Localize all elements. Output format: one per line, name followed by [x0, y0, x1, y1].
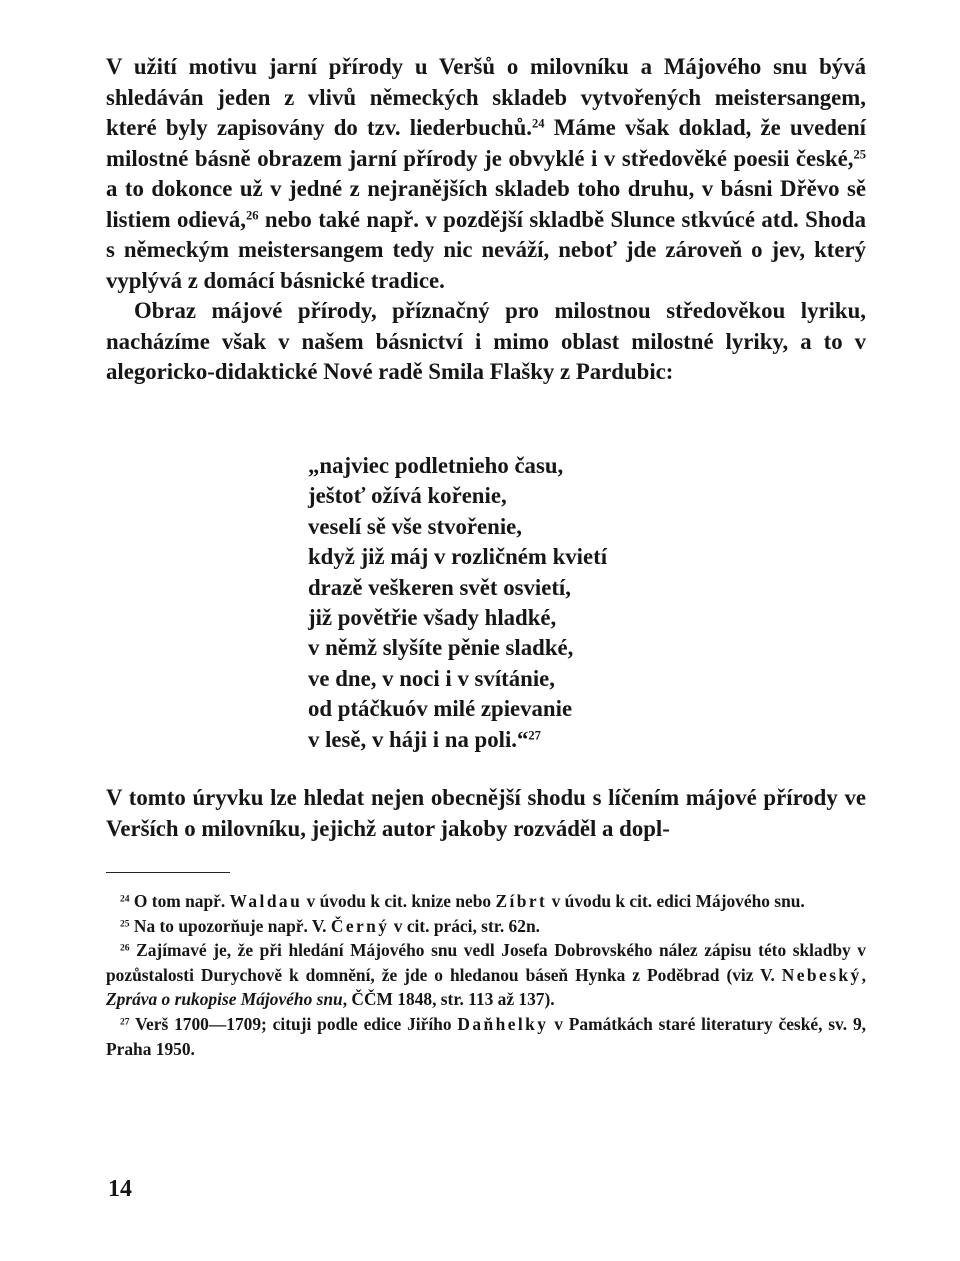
- footnotes: [106, 889, 866, 1061]
- footnote-text: Zajímavé je, že při hledání Májového snu vedl Josefa Dobrovského nález zápisu této skladby v pozůstalosti Durychově k domnění, že jde o hledanou báseň Hynka z Poděbrad (viz V.: [106, 940, 866, 985]
- footnote-text: Verš 1700—1709; cituji podle edice Jiřího: [129, 1013, 458, 1034]
- verse-line: ve dne, v noci i v svítánie,: [308, 665, 555, 691]
- footnote-26: [106, 938, 866, 1012]
- footnote-ref-25[interactable]: 25: [853, 146, 866, 161]
- author-name: Waldau: [229, 891, 303, 911]
- verse-line-last: [308, 725, 607, 755]
- footnote-text: v úvodu k cit. knize nebo: [302, 891, 496, 911]
- paragraph-2: Obraz májové přírody, příznačný pro milostnou středověkou lyriku, nacházíme však v našem básnictví i mimo oblast milostné lyriky, a to v alegoricko-didaktické Nové radě Smila Flašky z Pardubic:: [106, 298, 866, 384]
- author-name: Černý: [330, 915, 390, 936]
- footnote-text: v úvodu k cit. edici Májového snu.: [547, 891, 805, 911]
- footnote-text: v Památkách staré literatury české, sv. 9, Praha 1950.: [106, 1013, 866, 1059]
- footnote-ref-27[interactable]: 27: [528, 728, 541, 743]
- author-name: Nebeský: [781, 964, 862, 985]
- footnote-text: v cit. práci, str. 62n.: [389, 915, 540, 936]
- paragraph-1-part-4: nebo také např. v pozdější skladbě Slunce stkvúcé atd. Shoda s německým meistersangem tedy nic neváží, neboť jde zároveň o jev, který vyplývá z domácí básnické tradice.: [106, 206, 866, 293]
- verse-line-last-text: v lesě, v háji i na poli.“: [308, 726, 529, 752]
- paragraph-1: [106, 52, 866, 296]
- author-name: Zíbrt: [495, 891, 548, 911]
- verse-quotation: [308, 451, 607, 755]
- footnote-divider: [106, 872, 230, 873]
- footnote-27: [106, 1012, 866, 1061]
- footnote-25: [106, 914, 866, 939]
- footnote-text: ,: [861, 964, 866, 985]
- page-number: 14: [108, 1176, 132, 1202]
- footnote-24: [106, 889, 866, 914]
- verse-line: v němž slyšíte pěnie sladké,: [308, 635, 574, 661]
- verse-line: od ptáčkuóv milé zpievanie: [308, 696, 573, 722]
- footnote-number: 27: [120, 1016, 130, 1028]
- paragraph-1-part-3: a to dokonce už v jedné z nejranějších skladeb toho druhu, v básni Dřěvo sě listiem odievá,: [106, 176, 866, 232]
- footnote-text: O tom např.: [129, 891, 230, 911]
- verse-line: veselí sě vše stvořenie,: [308, 513, 522, 539]
- verse-line: „najviec podletnieho času,: [308, 453, 564, 478]
- verse-line: již povětřie všady hladké,: [308, 605, 557, 631]
- footnote-ref-26[interactable]: 26: [246, 207, 259, 222]
- footnote-number: 25: [120, 917, 130, 929]
- paragraph-1-part-2: Máme však doklad, že uvedení milostné básně obrazem jarní přírody je obvyklé i v středověké poesii české,: [106, 115, 866, 171]
- footnote-text: , ČČM 1848, str. 113 až 137).: [342, 989, 555, 1010]
- footnote-number: 26: [120, 942, 130, 954]
- footnote-number: 24: [120, 893, 130, 905]
- main-text: [106, 52, 866, 388]
- cited-title: Zpráva o rukopise Májového snu: [106, 989, 343, 1010]
- paragraph-3: V tomto úryvku lze hledat nejen obecnější shodu s líčením májové přírody ve Verších o milovníku, jejichž autor jakoby rozváděl a dopl-: [106, 785, 866, 841]
- verse-line: ještoť ožívá kořenie,: [308, 483, 507, 509]
- author-name: Daňhelky: [457, 1013, 549, 1034]
- verse-line: drazě veškeren svět osvietí,: [308, 574, 571, 600]
- paragraph-1-part-1: V užití motivu jarní přírody u Veršů o milovníku a Májového snu bývá shledáván jeden z vlivů německých skladeb vytvořených meistersangem, které byly zapisovány do tzv. liederbuchů.: [106, 54, 866, 140]
- footnote-ref-24[interactable]: 24: [531, 116, 545, 131]
- footnote-text: Na to upozorňuje např. V.: [129, 915, 331, 936]
- verse-line: když již máj v rozličném kvietí: [308, 544, 608, 570]
